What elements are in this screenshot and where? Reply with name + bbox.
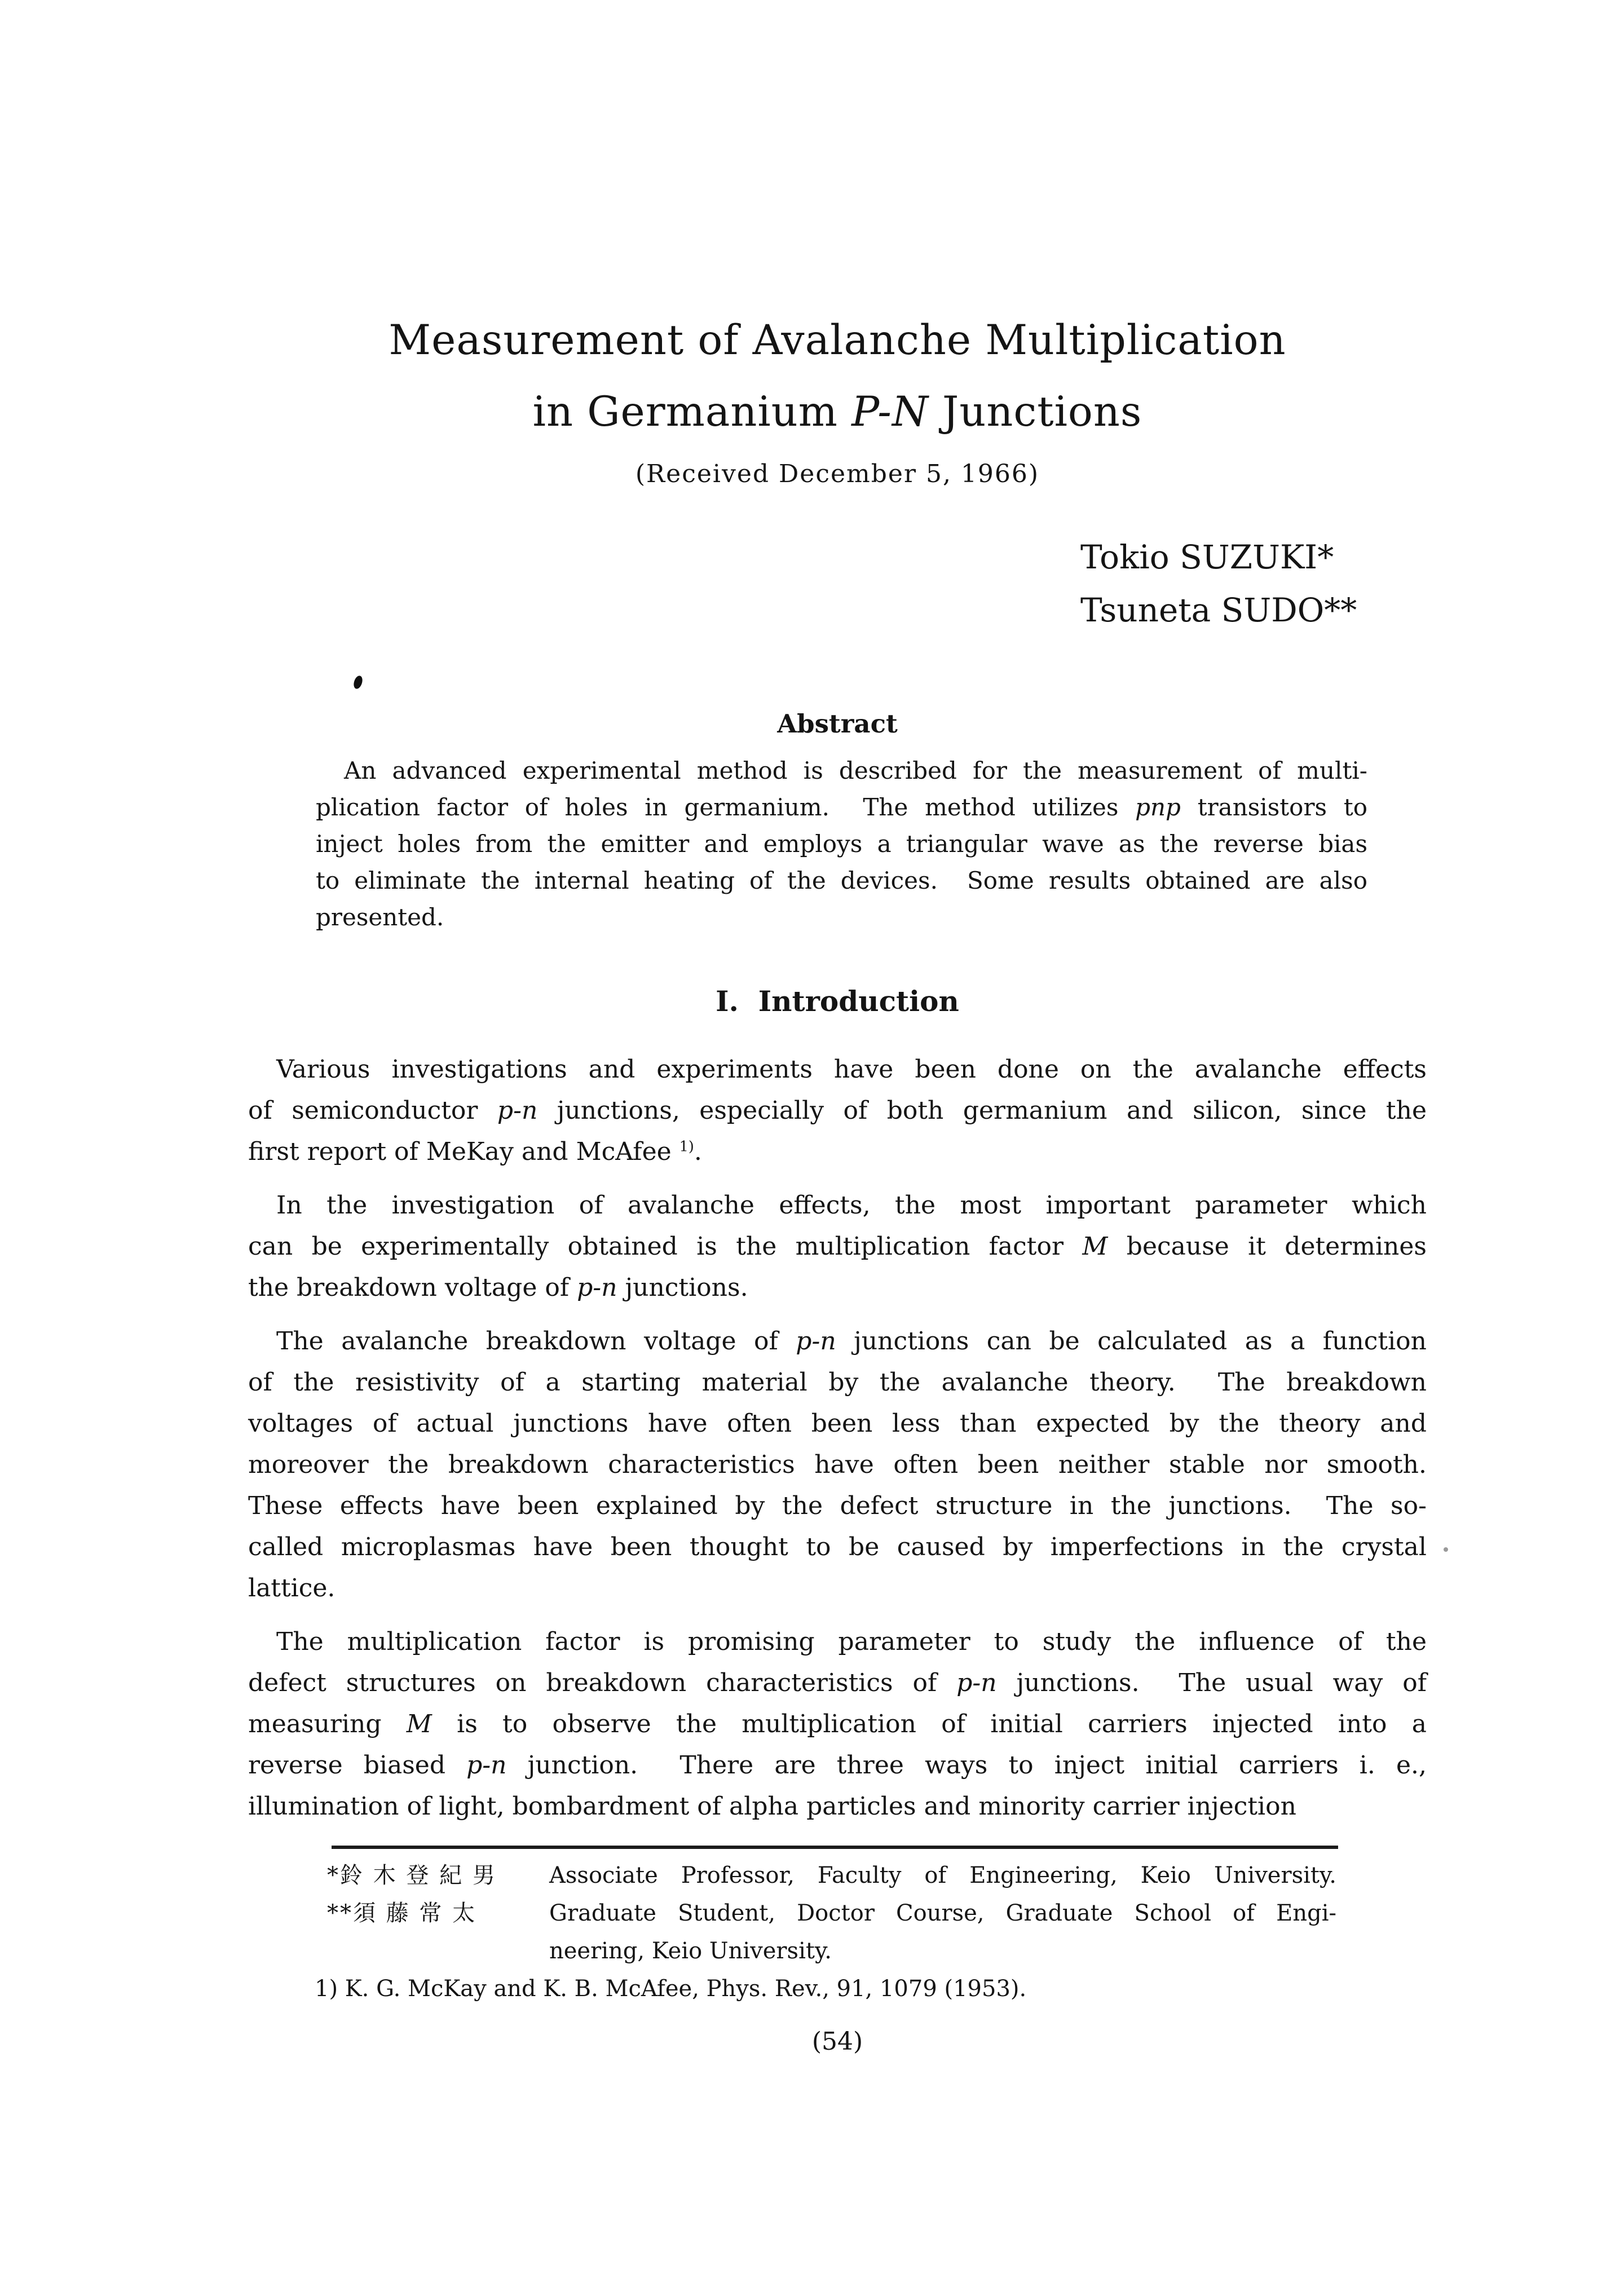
text-line: Graduate Student, Doctor Course, Graduate School of Engi- <box>549 1900 1336 1926</box>
text-line: An advanced experimental method is described for the measurement of multi- <box>344 757 1367 784</box>
received-date: (Received December 5, 1966) <box>635 460 1040 488</box>
ink-speck-artifact <box>1444 1547 1448 1552</box>
footnote-rule <box>332 1846 1338 1849</box>
footnote-marker-author-1: *鈴 木 登 紀 男 <box>327 1862 497 1888</box>
paper-title-line-2: in Germanium P-N Junctions <box>532 388 1142 436</box>
author-name-1: Tokio SUZUKI* <box>1080 538 1334 576</box>
footnote-entry <box>315 1895 1336 1970</box>
footnote-marker-author-2: **須 藤 常 太 <box>327 1900 477 1926</box>
text-line: In the investigation of avalanche effects, the most important parameter which <box>276 1191 1427 1220</box>
text-line: of semiconductor p-n junctions, especially of both germanium and silicon, since the <box>248 1096 1427 1125</box>
text-line: defect structures on breakdown characteristics of p-n junctions. The usual way of <box>248 1669 1427 1697</box>
text-line: Various investigations and experiments have been done on the avalanche effects <box>276 1055 1427 1084</box>
paper-title-line-1: Measurement of Avalanche Multiplication <box>389 316 1286 364</box>
page-number: (54) <box>811 2027 863 2056</box>
text-line: the breakdown voltage of p-n junctions. <box>248 1273 748 1302</box>
text-line: measuring M is to observe the multiplication of initial carriers injected into a <box>248 1710 1427 1738</box>
text-line: reverse biased p-n junction. There are three ways to inject initial carriers i. e., <box>248 1751 1427 1780</box>
text-line: neering, Keio University. <box>549 1938 832 1964</box>
paragraph <box>248 1321 1427 1609</box>
text-line: moreover the breakdown characteristics have often been neither stable nor smooth. <box>248 1450 1427 1479</box>
text-line: called microplasmas have been thought to be caused by imperfections in the crystal <box>248 1533 1427 1561</box>
reference-entry <box>315 1970 1336 2008</box>
text-line: These effects have been explained by the defect structure in the junctions. The so- <box>248 1491 1427 1520</box>
ink-speck-artifact <box>352 674 364 690</box>
paragraph <box>248 1185 1427 1308</box>
text-line: voltages of actual junctions have often been less than expected by the theory and <box>248 1409 1427 1438</box>
section-heading-introduction: I. Introduction <box>716 985 959 1018</box>
footnote-block <box>315 1857 1336 2008</box>
text-line: lattice. <box>248 1574 336 1603</box>
text-line: to eliminate the internal heating of the devices. Some results obtained are also <box>316 867 1367 894</box>
text-line: Associate Professor, Faculty of Engineering, Keio University. <box>549 1862 1336 1888</box>
text-line: of the resistivity of a starting material by the avalanche theory. The breakdown <box>248 1368 1427 1397</box>
author-block <box>1080 531 1475 637</box>
text-line: presented. <box>316 903 444 931</box>
text-line: inject holes from the emitter and employs a triangular wave as the reverse bias <box>316 830 1367 858</box>
footnote-text <box>549 1895 1336 1970</box>
title-block <box>248 304 1427 448</box>
text-line: The multiplication factor is promising parameter to study the influence of the <box>276 1627 1427 1656</box>
paragraph <box>248 1621 1427 1827</box>
footnote-entry <box>315 1857 1336 1895</box>
abstract-body <box>316 752 1367 935</box>
text-line: plication factor of holes in germanium. The method utilizes pnp transistors to <box>316 793 1367 821</box>
text-line: illumination of light, bombardment of alpha particles and minority carrier injection <box>248 1792 1296 1821</box>
paragraph <box>248 1049 1427 1172</box>
text-line: 1) K. G. McKay and K. B. McAfee, Phys. Rev., 91, 1079 (1953). <box>315 1976 1027 2002</box>
text-line: first report of MeKay and McAfee $^{1)}$. <box>248 1137 702 1166</box>
text-line: The avalanche breakdown voltage of p-n junctions can be calculated as a function <box>276 1327 1427 1356</box>
text-line: can be experimentally obtained is the multiplication factor M because it determines <box>248 1232 1427 1261</box>
abstract-heading: Abstract <box>777 709 898 739</box>
footnote-text <box>549 1857 1336 1895</box>
author-name-2: Tsuneta SUDO** <box>1080 591 1357 629</box>
